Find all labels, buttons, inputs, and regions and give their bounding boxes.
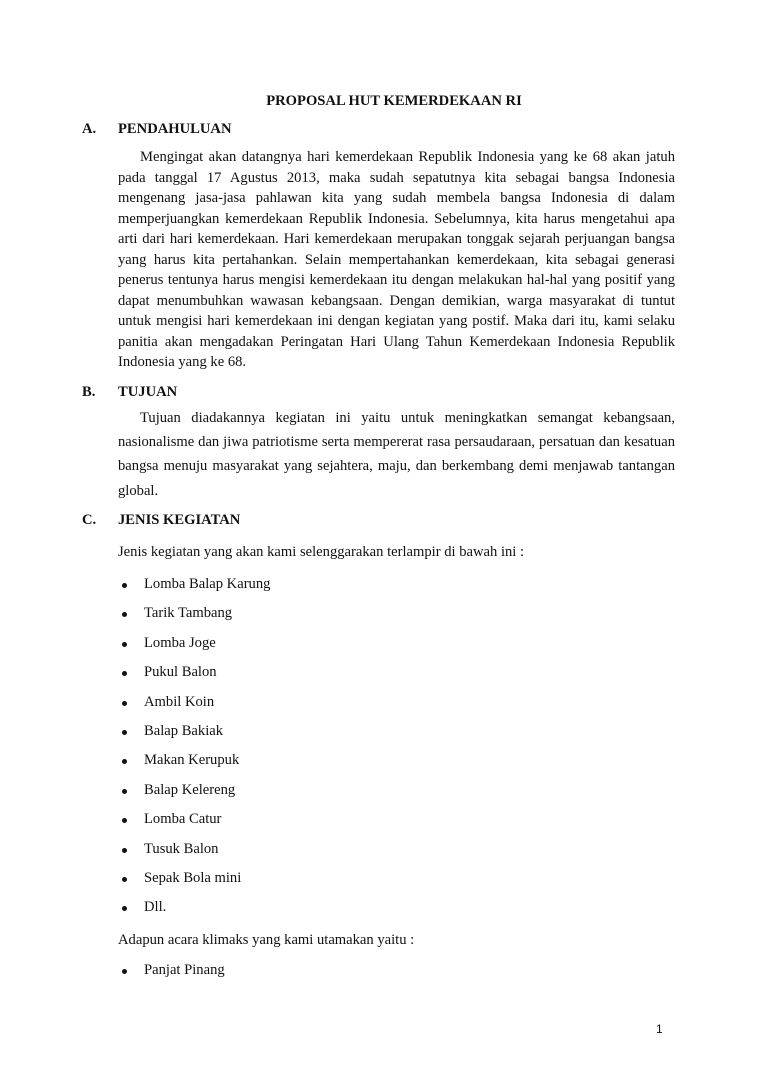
list-item-label: Lomba Balap Karung xyxy=(144,576,271,592)
section-title: PENDAHULUAN xyxy=(118,121,232,137)
section-number: C. xyxy=(82,512,97,528)
list-item-label: Dll. xyxy=(144,899,167,916)
pendahuluan-paragraph: Mengingat akan datangnya hari kemerdekaan Republik Indonesia yang ke 68 akan jatuh pada tanggal 17 Agustus 2013, maka sudah sepatutnya kita sebagai bangsa Indonesia mengenang jasa-jasa pahlawan kita yang sudah membela bangsa Indonesia di dalam memperjuangkan kemerdekaan Republik Indonesia. Sebelumnya, kita harus mengetahui apa arti dari hari kemerdekaan. Hari kemerdekaan merupakan tonggak sejarah perjuangan bangsa yang harus kita pertahankan. Selain mempertahankan kemerdekaan, kita sebagai generasi penerus tentunya harus mengisi kemerdekaan itu dengan melakukan hal-hal yang positif yang dapat menumbuhkan wawasan kebangsaan. Dengan demikian, warga masyarakat di tuntut untuk mengisi hari kemerdekaan ini dengan kegiatan yang postif. Maka dari itu, kami selaku panitia akan mengadakan Peringatan Hari Ulang Tahun Kemerdekaan Indonesia Republik Indonesia yang ke 68. xyxy=(118,149,675,370)
section-number: B. xyxy=(82,384,96,400)
page-number: 1 xyxy=(656,1022,663,1036)
list-item-label: Sepak Bola mini xyxy=(144,870,242,886)
section-heading-b xyxy=(82,384,177,401)
bullet-icon xyxy=(122,906,127,911)
bullet-icon xyxy=(122,877,127,882)
bullet-icon xyxy=(122,730,127,735)
section-number: A. xyxy=(82,121,97,137)
list-item-label: Tarik Tambang xyxy=(144,605,233,622)
list-item-label: Lomba Catur xyxy=(144,811,222,828)
list-item-label: Lomba Joge xyxy=(144,634,216,651)
jenis-intro: Jenis kegiatan yang akan kami selenggarakan terlampir di bawah ini : xyxy=(118,544,525,560)
bullet-icon xyxy=(122,848,127,853)
list-item-label: Panjat Pinang xyxy=(144,962,225,978)
list-item-label: Pukul Balon xyxy=(144,664,217,681)
bullet-icon xyxy=(122,671,127,676)
list-item-label: Balap Bakiak xyxy=(144,723,224,739)
bullet-icon xyxy=(122,818,127,823)
bullet-icon xyxy=(122,642,127,647)
list-item-label: Tusuk Balon xyxy=(144,840,219,857)
tujuan-paragraph: Tujuan diadakannya kegiatan ini yaitu untuk meningkatkan semangat kebangsaan, nasionalisme dan jiwa patriotisme serta mempererat rasa persaudaraan, persatuan dan kesatuan bangsa menuju masyarakat yang sejahtera, maju, dan berkembang demi menjawab tantangan global. xyxy=(118,410,675,499)
section-title: TUJUAN xyxy=(118,384,178,400)
bullet-icon xyxy=(122,789,127,794)
section-heading-a xyxy=(82,121,232,138)
bullet-icon xyxy=(122,759,127,764)
klimaks-intro: Adapun acara klimaks yang kami utamakan yaitu : xyxy=(118,932,415,948)
section-title: JENIS KEGIATAN xyxy=(118,512,241,528)
bullet-icon xyxy=(122,583,127,588)
list-item-label: Balap Kelereng xyxy=(144,781,236,798)
bullet-icon xyxy=(122,969,127,974)
document-title: PROPOSAL HUT KEMERDEKAAN RI xyxy=(266,93,522,109)
bullet-icon xyxy=(122,701,127,706)
section-heading-c xyxy=(82,512,240,529)
bullet-icon xyxy=(122,612,127,617)
list-item-label: Makan Kerupuk xyxy=(144,752,240,769)
list-item-label: Ambil Koin xyxy=(144,693,215,710)
